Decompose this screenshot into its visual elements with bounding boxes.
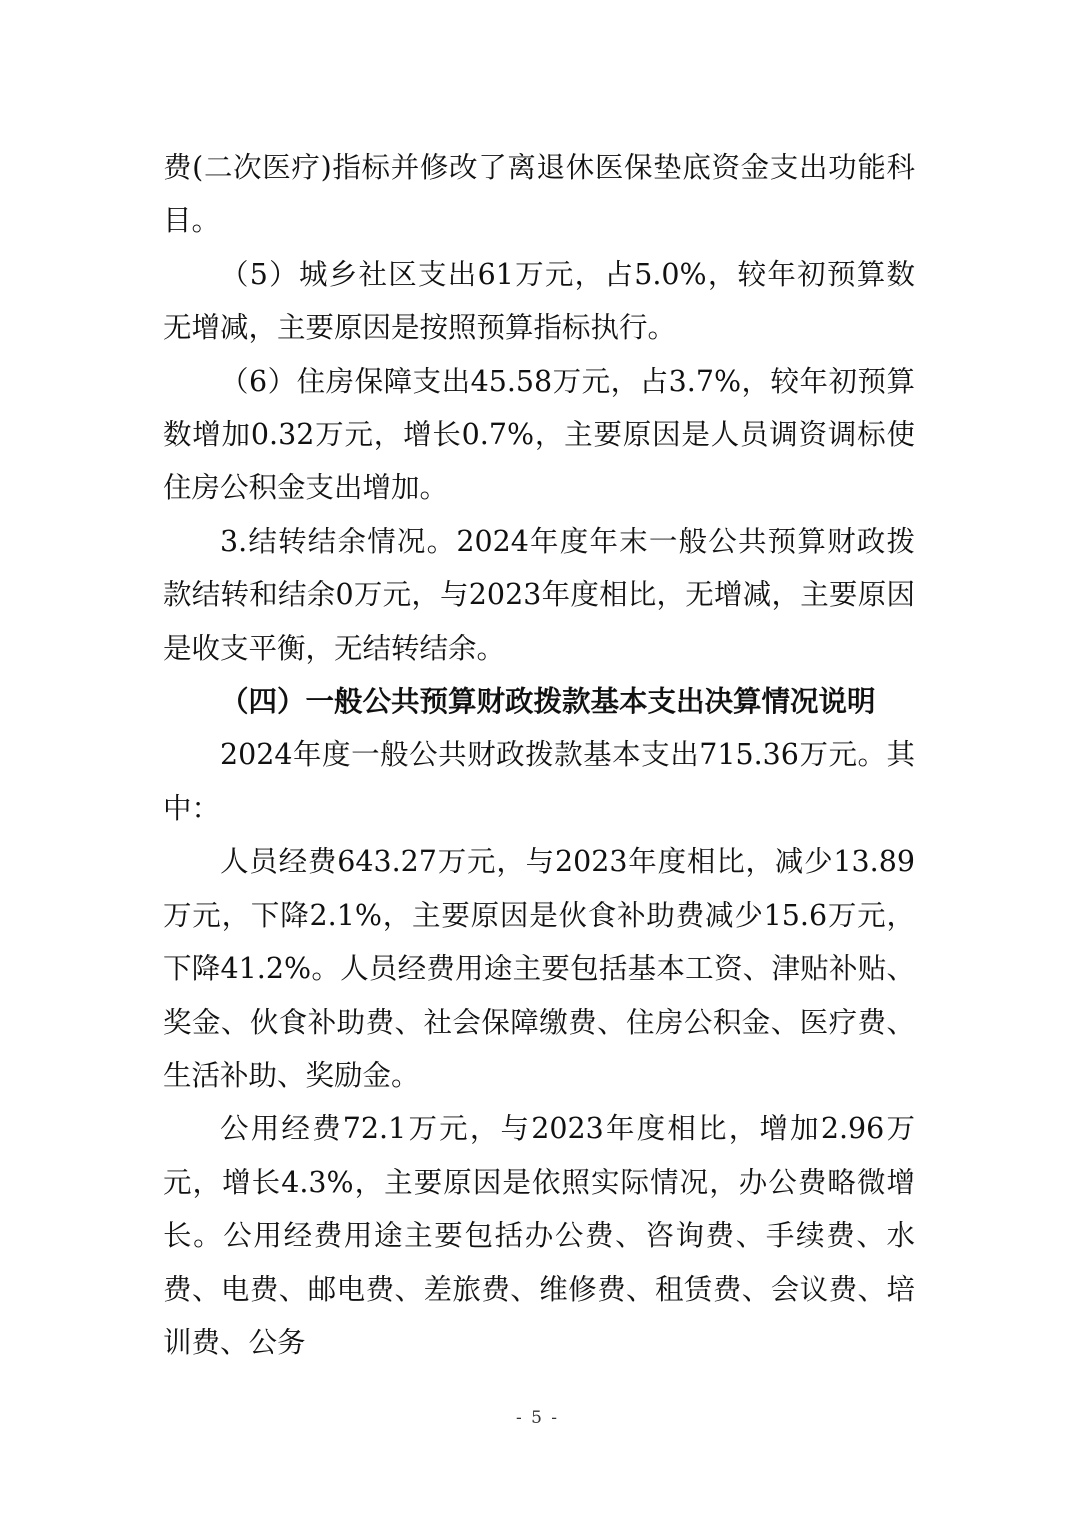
paragraph-housing-security: （6）住房保障支出45.58万元，占3.7%，较年初预算数增加0.32万元，增长0.7%，主要原因是人员调资调标使住房公积金支出增加。 [163,364,915,505]
document-body [163,141,915,1369]
paragraph-public-expenses: 公用经费72.1万元，与2023年度相比，增加2.96万元，增长4.3%，主要原因是依照实际情况，办公费略微增长。公用经费用途主要包括办公费、咨询费、手续费、水费、电费、邮电费、差旅费、维修费、租赁费、会议费、培训费、公务 [163,1112,915,1359]
paragraph-personnel-expenses: 人员经费643.27万元，与2023年度相比，减少13.89万元，下降2.1%，主要原因是伙食补助费减少15.6万元，下降41.2%。人员经费用途主要包括基本工资、津贴补贴、奖金、伙食补助费、社会保障缴费、住房公积金、医疗费、生活补助、奖励金。 [163,845,915,1092]
paragraph-continuation: 费(二次医疗)指标并修改了离退休医保垫底资金支出功能科目。 [163,151,915,238]
paragraph-urban-rural-community: （5）城乡社区支出61万元，占5.0%，较年初预算数无增减，主要原因是按照预算指标执行。 [163,257,915,345]
paragraph-basic-expenditure-total: 2024年度一般公共财政拨款基本支出715.36万元。其中： [163,738,915,825]
page-number: - 5 - [515,1408,560,1428]
section-heading-basic-expenditure: （四）一般公共预算财政拨款基本支出决算情况说明 [220,684,876,719]
paragraph-carryover-balance: 3.结转结余情况。2024年度年末一般公共预算财政拨款结转和结余0万元，与2023年度相比，无增减，主要原因是收支平衡，无结转结余。 [163,524,915,665]
